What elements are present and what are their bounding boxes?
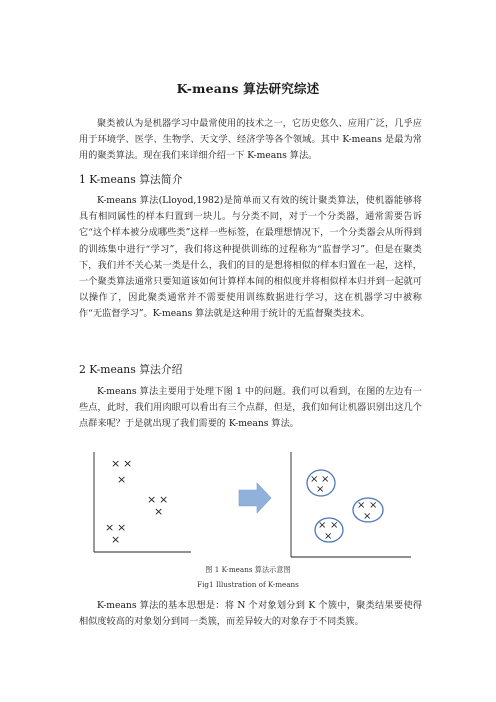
left-axes <box>94 452 191 552</box>
point-marker: × <box>111 533 121 546</box>
point-marker: × <box>324 531 333 542</box>
transform-arrow-icon <box>239 483 271 513</box>
point-marker: × <box>123 457 133 470</box>
point-marker: × <box>321 474 330 485</box>
point-marker: × <box>357 500 366 511</box>
section1-heading: 1 K-means 算法简介 <box>79 173 183 186</box>
point-marker: × <box>117 521 127 534</box>
point-marker: × <box>117 473 127 486</box>
section2-heading: 2 K-means 算法介绍 <box>79 363 183 376</box>
point-marker: × <box>111 457 121 470</box>
point-marker: × <box>310 474 319 485</box>
left-points <box>105 457 168 546</box>
point-marker: × <box>159 493 169 506</box>
kmeans-figure <box>91 452 411 572</box>
paper-title: K-means 算法研究综述 <box>176 81 320 96</box>
point-marker: × <box>105 521 115 534</box>
figure-caption-en: Fig1 Illustration of K-means <box>197 580 299 589</box>
section1-paragraph: K-means 算法(Lloyod,1982)是简单而又有效的统计聚类算法，使机器能够将具有相同属性的样本归置到一块儿。与分类不同，对于一个分类器，通常需要告诉它“这个样本被分成哪些类”这样一些标签，在最理想情况下，一个分类器会从所得到的训练集中进行“学习”，我们将这种提供训练的过程称为“监督学习”。但是在聚类下，我们并不关心某一类是什么，我们的目的是想将相似的样本归置在一起，这样，一个聚类算法通常只要知道该如何计算样本间的相似度并将相似样本归并到一起就可以操作了，因此聚类通常并不需要使用训练数据进行学习，这在机器学习中被称作“无监督学习”。K-means 算法就是这种用于统计的无监督聚类技术。 <box>79 195 422 320</box>
right-points <box>310 474 377 542</box>
right-axes <box>291 452 411 557</box>
figure-caption-cn: 图 1 K-means 算法示意图 <box>205 565 291 574</box>
point-marker: × <box>147 493 157 506</box>
point-marker: × <box>316 484 325 495</box>
point-marker: × <box>369 500 378 511</box>
point-marker: × <box>154 505 164 518</box>
point-marker: × <box>330 520 339 531</box>
point-marker: × <box>363 511 372 522</box>
closing-paragraph: K-means 算法的基本思想是：将 N 个对象划分到 K 个簇中，聚类结果要使得相似度较高的对象划分到同一类簇，而差异较大的对象存于不同类簇。 <box>79 600 422 628</box>
point-marker: × <box>318 520 327 531</box>
section2-paragraph: K-means 算法主要用于处理下图 1 中的问题。我们可以看到，在图的左边有一些点，此时，我们用肉眼可以看出有三个点群，但是，我们如何让机器识别出这几个点群来呢？于是就出现了我们需要的 K-means 算法。 <box>79 386 422 430</box>
intro-paragraph: 聚类被认为是机器学习中最常使用的技术之一，它历史悠久、应用广泛，几乎应用于环境学、医学、生物学、天文学、经济学等各个领域。其中 K-means 是最为常用的聚类算法。现在我们来详细介绍一下 K-means 算法。 <box>79 118 422 162</box>
